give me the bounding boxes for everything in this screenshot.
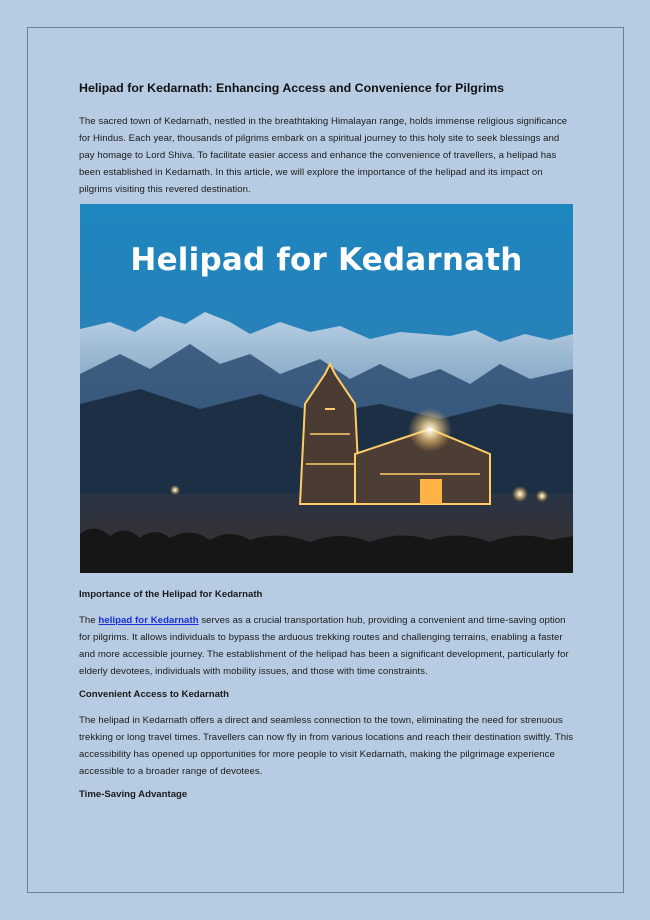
article-content [79,78,574,812]
section-paragraph-access: The helipad in Kedarnath offers a direct and seamless connection to the town, eliminating the need for strenuous trekking or long travel times. Travellers can now fly in from various locations and reach their destination swiftly. This accessibility has opened up opportunities for more people to visit Kedarnath, making the pilgrimage experience accessible to a broader range of devotees. [79,715,574,777]
intro-paragraph: The sacred town of Kedarnath, nestled in the breathtaking Himalayan range, holds immense religious significance for Hindus. Each year, thousands of pilgrims embark on a spiritual journey to this holy site to seek blessings and pay homage to Lord Shiva. To facilitate easier access and enhance the convenience of travellers, a helipad has been established in Kedarnath. In this article, we will explore the importance of the helipad and its impact on pilgrims visiting this revered destination. [79,116,568,195]
section-heading-access: Convenient Access to Kedarnath [79,689,229,700]
article-title: Helipad for Kedarnath: Enhancing Access and Convenience for Pilgrims [79,81,505,95]
hero-image [80,204,573,573]
hero-image-title: Helipad for Kedarnath [130,242,523,278]
paragraph-text: The [79,615,99,626]
section-heading-importance: Importance of the Helipad for Kedarnath [79,589,263,600]
helipad-link[interactable]: helipad for Kedarnath [98,615,199,626]
section-heading-time-saving: Time-Saving Advantage [79,789,188,800]
section-paragraph-importance [79,612,574,680]
paragraph-text: serves as a crucial transportation hub, providing a convenient and time-saving option for pilgrims. It allows individuals to bypass the arduous trekking routes and challenging terrains, enabling a faster and more accessible journey. The establishment of the helipad has been a significant development, particularly for elderly devotees, individuals with mobility issues, and those with time constraints. [79,615,569,677]
